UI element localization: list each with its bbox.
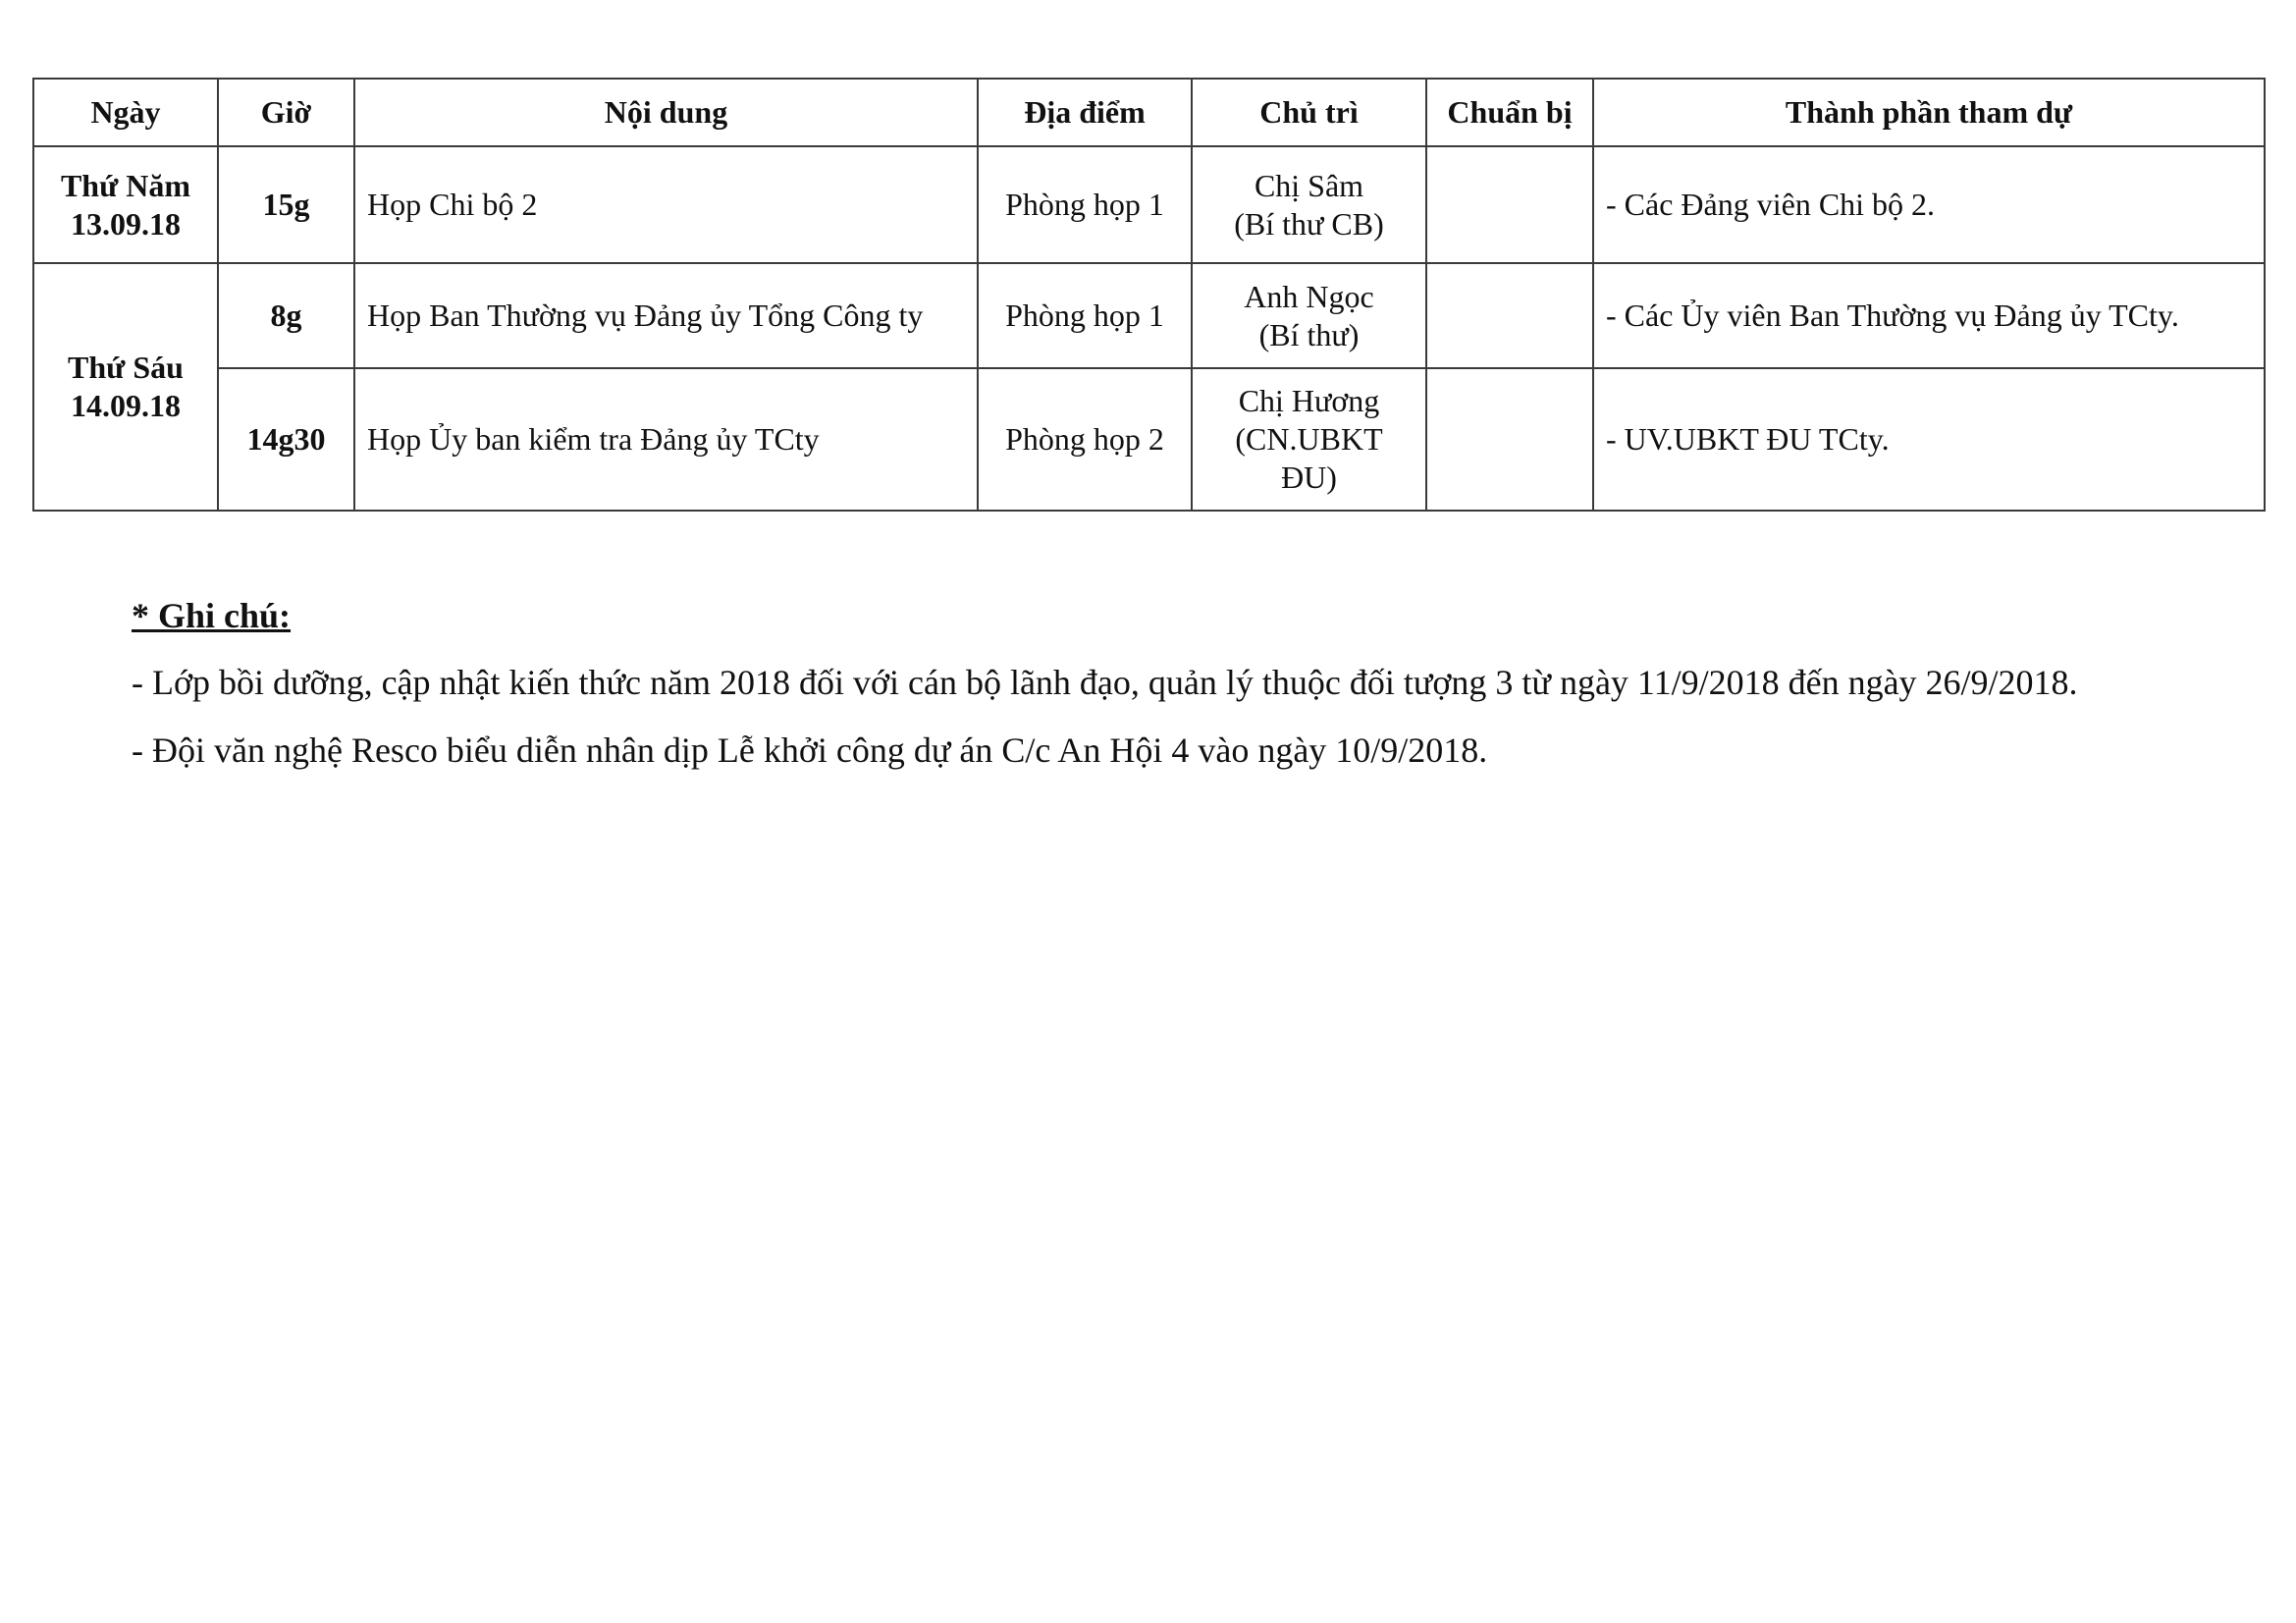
table-row bbox=[33, 146, 2265, 263]
host-name: Chị Hương bbox=[1238, 383, 1380, 418]
prepare-cell bbox=[1426, 263, 1593, 368]
header-date: Ngày bbox=[33, 79, 218, 146]
time-cell: 8g bbox=[218, 263, 354, 368]
notes-title: * Ghi chú: bbox=[132, 596, 292, 635]
note-item: - Lớp bồi dưỡng, cập nhật kiến thức năm 2018 đối với cán bộ lãnh đạo, quản lý thuộc đối tượng 3 từ ngày 11/9/2018 đến ngày 26/9/2018. bbox=[132, 663, 2078, 702]
header-time: Giờ bbox=[218, 79, 354, 146]
content-cell: Họp Ban Thường vụ Đảng ủy Tổng Công ty bbox=[354, 263, 978, 368]
host-role: (Bí thư CB) bbox=[1234, 205, 1384, 242]
header-prepare: Chuẩn bị bbox=[1426, 79, 1593, 146]
notes-section bbox=[132, 594, 2078, 796]
table-row bbox=[33, 263, 2265, 368]
prepare-cell bbox=[1426, 368, 1593, 511]
time-cell: 14g30 bbox=[218, 368, 354, 511]
location-cell: Phòng họp 2 bbox=[978, 368, 1192, 511]
schedule-table bbox=[32, 78, 2266, 512]
header-content: Nội dung bbox=[354, 79, 978, 146]
header-attendees: Thành phần tham dự bbox=[1593, 79, 2265, 146]
host-role: (CN.UBKT bbox=[1235, 421, 1383, 457]
content-cell: Họp Ủy ban kiểm tra Đảng ủy TCty bbox=[354, 368, 978, 511]
content-cell: Họp Chi bộ 2 bbox=[354, 146, 978, 263]
host-cell bbox=[1192, 263, 1426, 368]
location-cell: Phòng họp 1 bbox=[978, 146, 1192, 263]
attendees-cell: - Các Ủy viên Ban Thường vụ Đảng ủy TCty. bbox=[1593, 263, 2265, 368]
day-date: 13.09.18 bbox=[71, 205, 181, 242]
host-name: Anh Ngọc bbox=[1244, 278, 1374, 314]
host-role-cont: ĐU) bbox=[1281, 460, 1337, 495]
host-name: Chị Sâm bbox=[1254, 167, 1364, 203]
table-header-row bbox=[33, 79, 2265, 146]
table-row bbox=[33, 368, 2265, 511]
day-name: Thứ Sáu bbox=[68, 350, 184, 385]
note-item: - Đội văn nghệ Resco biểu diễn nhân dịp Lễ khởi công dự án C/c An Hội 4 vào ngày 10/9/2018. bbox=[132, 730, 1488, 770]
time-cell: 15g bbox=[218, 146, 354, 263]
day-cell bbox=[33, 146, 218, 263]
host-cell bbox=[1192, 146, 1426, 263]
day-name: Thứ Năm bbox=[60, 167, 191, 203]
attendees-cell: - Các Đảng viên Chi bộ 2. bbox=[1593, 146, 2265, 263]
host-role: (Bí thư) bbox=[1258, 316, 1360, 352]
day-cell bbox=[33, 263, 218, 511]
attendees-cell: - UV.UBKT ĐU TCty. bbox=[1593, 368, 2265, 511]
prepare-cell bbox=[1426, 146, 1593, 263]
location-cell: Phòng họp 1 bbox=[978, 263, 1192, 368]
header-location: Địa điểm bbox=[978, 79, 1192, 146]
header-host: Chủ trì bbox=[1192, 79, 1426, 146]
host-cell bbox=[1192, 368, 1426, 511]
day-date: 14.09.18 bbox=[71, 388, 181, 423]
